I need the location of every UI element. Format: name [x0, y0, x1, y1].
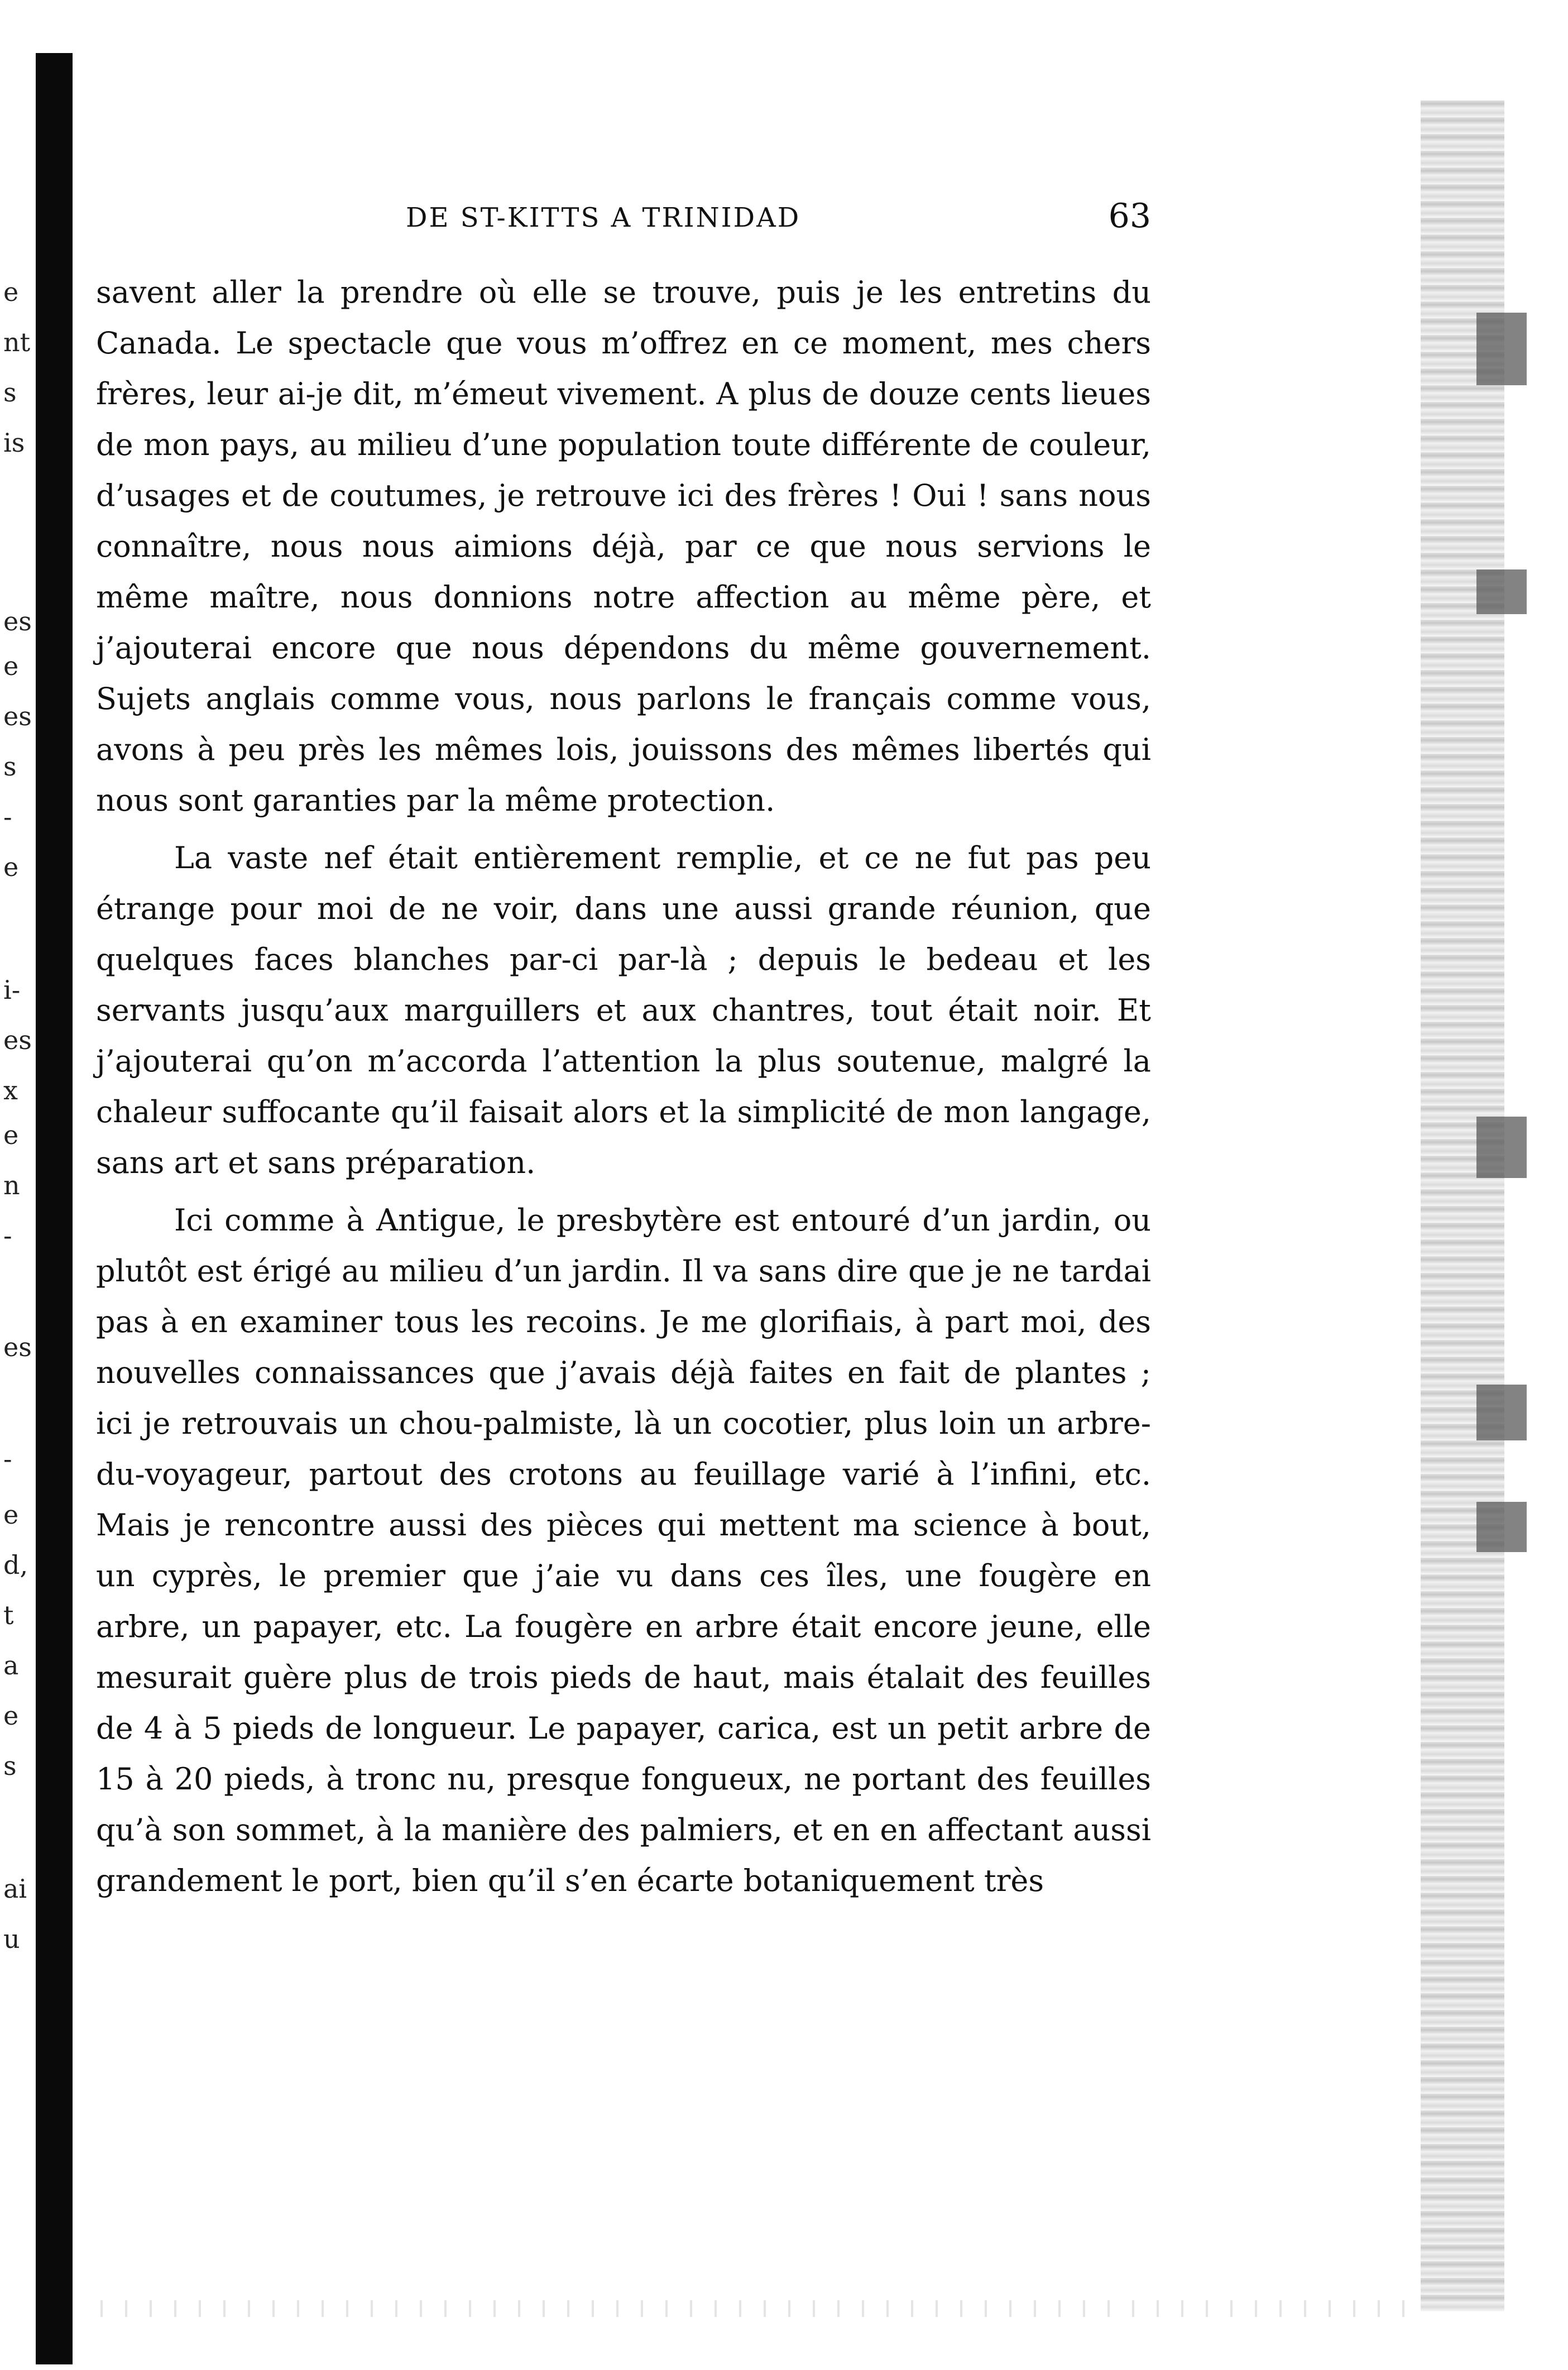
margin-fragment: e	[3, 1500, 19, 1530]
margin-fragment: a	[3, 1650, 19, 1680]
running-title: DE ST-KITTS A TRINIDAD	[406, 202, 801, 233]
margin-fragment: d,	[3, 1550, 28, 1580]
paragraph: savent aller la prendre où elle se trouve, puis je les entretins du Canada. Le spectacle que vous m’offrez en ce moment, mes chers frères, leur ai-je dit, m’émeut vivement. A plus de douze cents lieues de mon pays, au milieu d’une population toute différente de couleur, d’usages et de coutumes, je retrouve ici des frères ! Oui ! sans nous connaître, nous nous aimions déjà, par ce que nous servions le même maître, nous donnions notre affection au même père, et j’ajouterai encore que nous dépendons du même gouvernement. Sujets anglais comme vous, nous parlons le français comme vous, avons à peu près les mêmes lois, jouissons des mêmes libertés qui nous sont garanties par la même protection.	[96, 275, 1151, 818]
margin-fragment: es	[3, 606, 32, 636]
margin-fragment: t	[3, 1600, 14, 1630]
scan-page-edge	[1476, 1385, 1527, 1440]
margin-fragment: s	[3, 751, 17, 782]
margin-fragment: u	[3, 1924, 20, 1954]
scan-page-edge	[1476, 1502, 1527, 1552]
margin-fragment: es	[3, 701, 32, 731]
scan-page-edge	[1476, 1117, 1527, 1178]
margin-fragment: i-	[3, 975, 21, 1005]
page-header	[96, 197, 1151, 241]
margin-fragment: -	[3, 1444, 12, 1474]
margin-fragment: s	[3, 377, 17, 408]
margin-fragment: e	[3, 277, 19, 307]
paragraph: Ici comme à Antigue, le presbytère est entouré d’un jardin, ou plutôt est érigé au milieu d’un jardin. Il va sans dire que je ne tardai pas à en examiner tous les recoins. Je me glorifiais, à part moi, des nouvelles connaissances que j’avais déjà faites en fait de plantes ; ici je retrouvais un chou-palmiste, là un cocotier, plus loin un arbre-du-voyageur, partout des crotons au feuillage varié à l’infini, etc. Mais je rencontre aussi des pièces qui mettent ma science à bout, un cyprès, le premier que j’aie vu dans ces îles, une fougère en arbre, un papayer, etc. La fougère en arbre était encore jeune, elle mesurait guère plus de trois pieds de haut, mais étalait des feuilles de 4 à 5 pieds de longueur. Le papayer, carica, est un petit arbre de 15 à 20 pieds, à tronc nu, presque fongueux, ne portant des feuilles qu’à son sommet, à la manière des palmiers, et en en affectant aussi grandement le port, bien qu’il s’en écarte botaniquement très	[96, 1203, 1151, 1898]
left-margin-fragments	[0, 0, 33, 2370]
scan-page-edge	[1476, 569, 1527, 614]
margin-fragment: e	[3, 1701, 19, 1731]
margin-fragment: ai	[3, 1874, 27, 1904]
margin-fragment: e	[3, 1120, 19, 1150]
margin-fragment: n	[3, 1170, 20, 1200]
scan-page-edge	[1421, 100, 1504, 2311]
margin-fragment: nt	[3, 327, 31, 357]
margin-fragment: -	[3, 802, 12, 832]
body-text	[96, 267, 1151, 1906]
scan-binding-shadow	[36, 53, 73, 2364]
page-number: 63	[1108, 197, 1151, 236]
paragraph: La vaste nef était entièrement remplie, et ce ne fut pas peu étrange pour moi de ne voir, dans une aussi grande réunion, que quelques faces blanches par-ci par-là ; depuis le bedeau et les servants jusqu’aux marguillers et aux chantres, tout était noir. Et j’ajouterai qu’on m’accorda l’attention la plus soutenue, malgré la chaleur suffocante qu’il faisait alors et la simplicité de mon langage, sans art et sans préparation.	[96, 840, 1151, 1180]
margin-fragment: -	[3, 1220, 12, 1251]
margin-fragment: e	[3, 651, 19, 681]
scan-page-edge	[1476, 313, 1527, 385]
margin-fragment: es	[3, 1025, 32, 1055]
margin-fragment: x	[3, 1075, 18, 1105]
scan-bottom-noise	[78, 2300, 1418, 2317]
margin-fragment: s	[3, 1751, 17, 1781]
margin-fragment: is	[3, 428, 25, 458]
margin-fragment: es	[3, 1332, 32, 1362]
margin-fragment: e	[3, 852, 19, 882]
